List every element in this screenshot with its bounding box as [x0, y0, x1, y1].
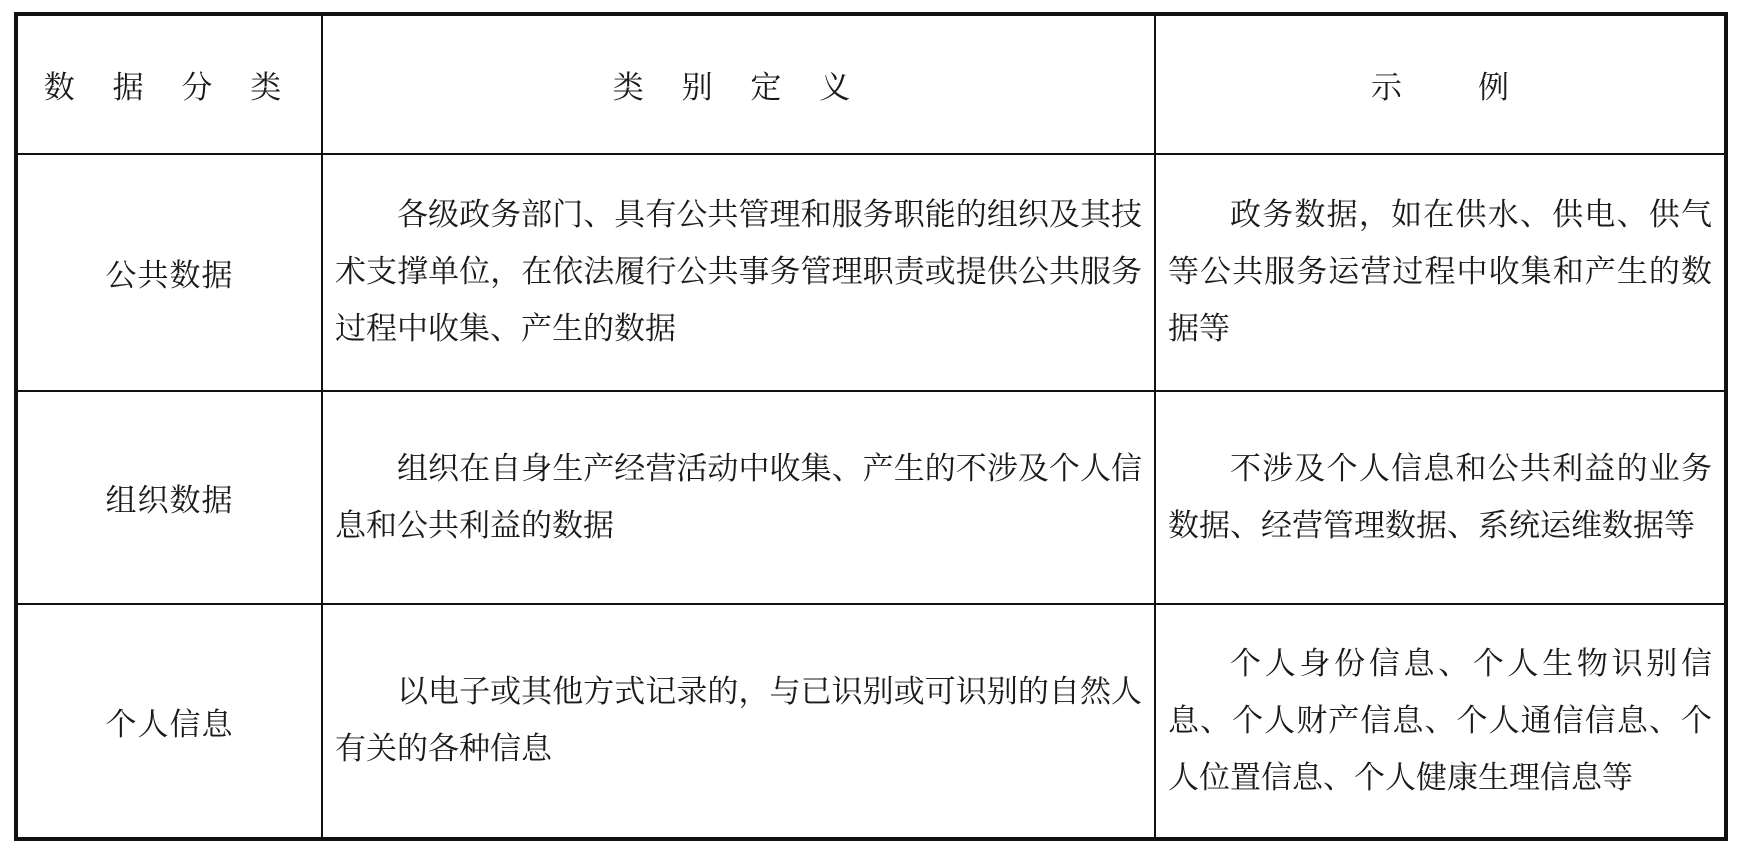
- data-classification-table-wrapper: [14, 12, 1724, 841]
- table-row: [16, 154, 1726, 391]
- definition-text: 以电子或其他方式记录的，与已识别或可识别的自然人有关的各种信息: [335, 674, 1142, 767]
- example-text: 政务数据，如在供水、供电、供气等公共服务运营过程中收集和产生的数据等: [1168, 197, 1712, 347]
- table-row: [16, 391, 1726, 604]
- row-category-personal-info: 个人信息: [16, 604, 322, 839]
- header-definition: 类 别 定 义: [322, 14, 1155, 154]
- header-example-part1: 示: [1371, 70, 1402, 106]
- row-category-organization-data: 组织数据: [16, 391, 322, 604]
- row-definition: [322, 154, 1155, 391]
- row-example: [1155, 391, 1726, 604]
- data-classification-table: [14, 12, 1728, 841]
- table-header-row: [16, 14, 1726, 154]
- row-example: [1155, 604, 1726, 839]
- row-definition: [322, 391, 1155, 604]
- table-row: [16, 604, 1726, 839]
- row-example: [1155, 154, 1726, 391]
- definition-text: 组织在自身生产经营活动中收集、产生的不涉及个人信息和公共利益的数据: [335, 450, 1142, 544]
- row-definition: [322, 604, 1155, 839]
- row-category-public-data: 公共数据: [16, 154, 322, 391]
- header-category: 数 据 分 类: [16, 14, 322, 154]
- example-text: 不涉及个人信息和公共利益的业务数据、经营管理数据、系统运维数据等: [1168, 450, 1712, 544]
- example-text: 个人身份信息、个人生物识别信息、个人财产信息、个人通信信息、个人位置信息、个人健康生理信息等: [1168, 645, 1712, 796]
- definition-text: 各级政务部门、具有公共管理和服务职能的组织及其技术支撑单位，在依法履行公共事务管理职责或提供公共服务过程中收集、产生的数据: [335, 197, 1142, 347]
- header-example-part2: 例: [1478, 70, 1509, 106]
- header-example: [1155, 14, 1726, 154]
